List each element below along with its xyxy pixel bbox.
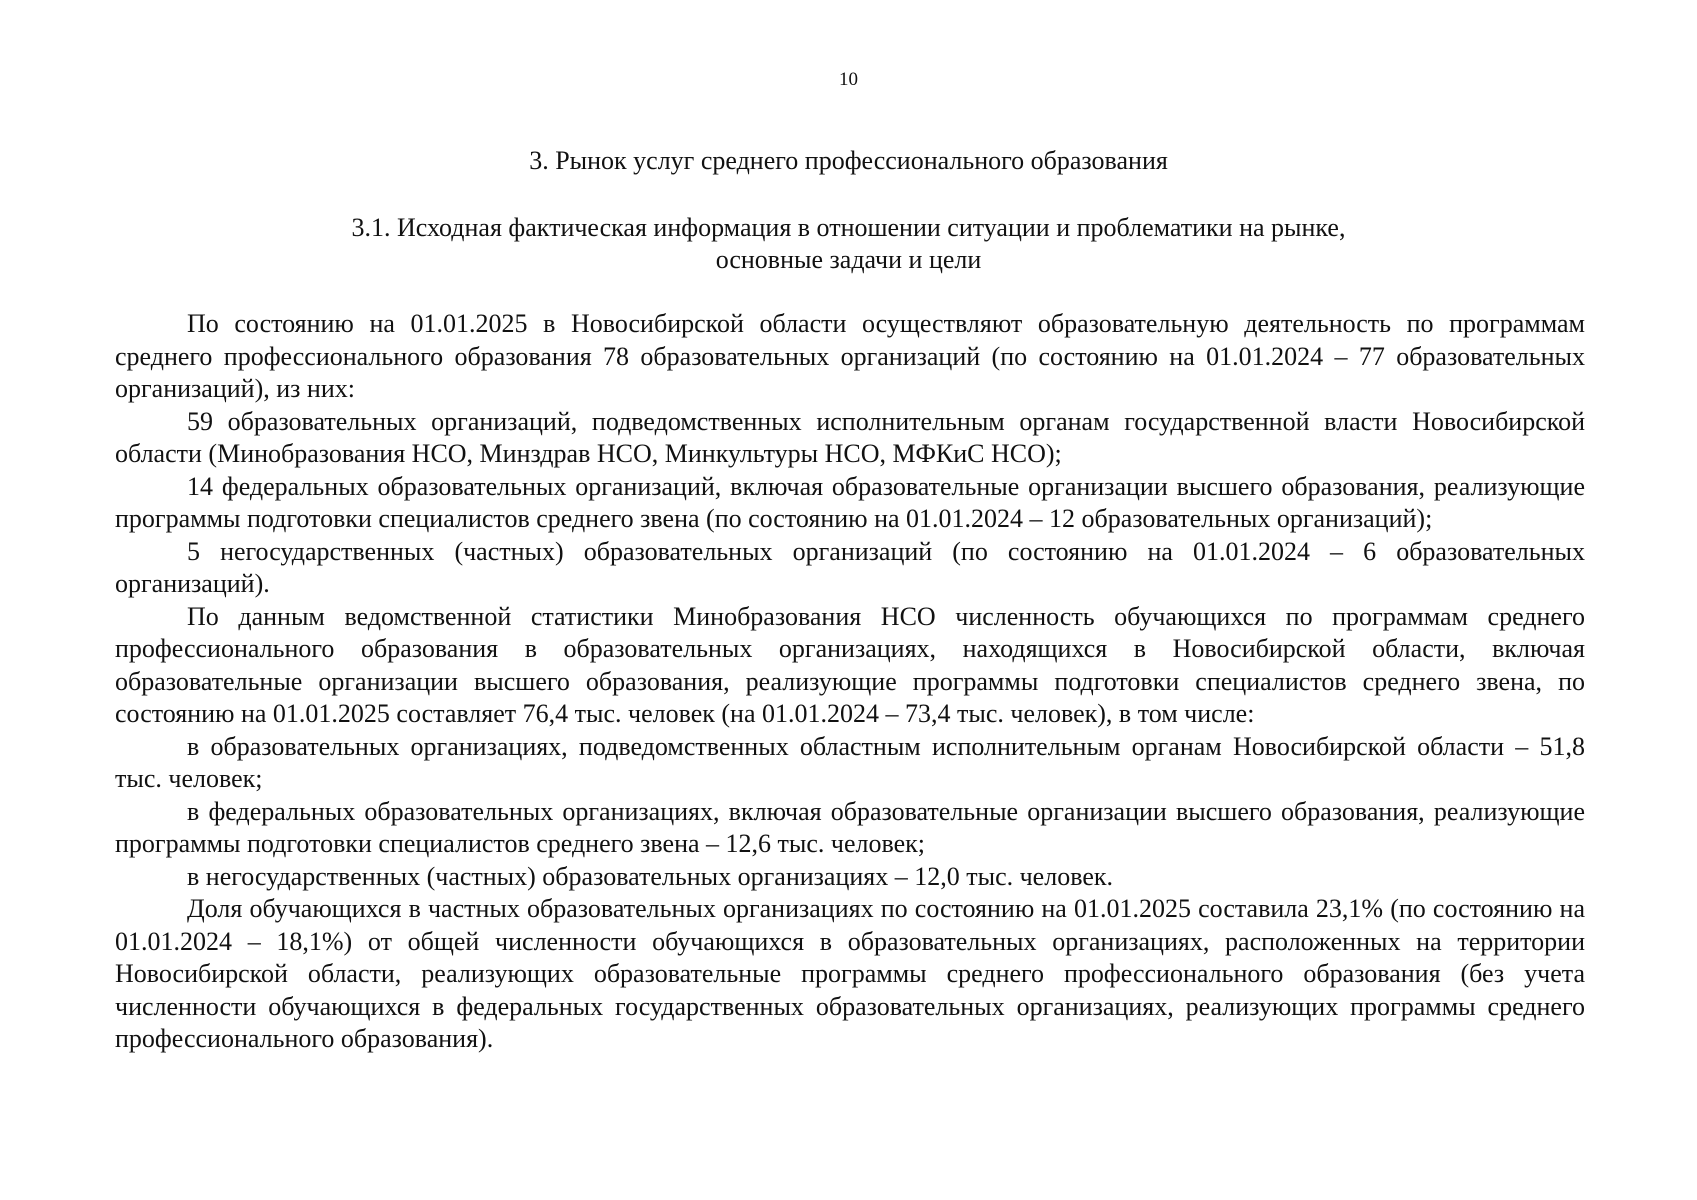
paragraph-students-federal: в федеральных образовательных организациях, включая образовательные организации высшего образования, реализующие программы подготовки специалистов среднего звена – 12,6 тыс. человек; [115,796,1585,858]
subsection-title-line-2: основные задачи и цели [715,245,982,274]
paragraph-private-organizations: 5 негосударственных (частных) образовательных организаций (по состоянию на 01.01.2024 – 6 образовательных организаций). [115,536,1585,598]
paragraph-regional-organizations: 59 образовательных организаций, подведомственных исполнительным органам государственной власти Новосибирской области (Минобразования НСО, Минздрав НСО, Минкультуры НСО, МФКиС НСО); [115,406,1585,468]
paragraph-students-regional: в образовательных организациях, подведомственных областным исполнительным органам Новосибирской области – 51,8 тыс. человек; [115,731,1585,793]
paragraph-federal-organizations: 14 федеральных образовательных организаций, включая образовательные организации высшего образования, реализующие программы подготовки специалистов среднего звена (по состоянию на 01.01.2024 – 12 образовательных организаций); [115,471,1585,533]
page-number: 10 [839,69,858,90]
section-title: 3. Рынок услуг среднего профессионального образования [529,146,1168,175]
paragraph-students-total: По данным ведомственной статистики Минобразования НСО численность обучающихся по программам среднего профессионального образования в образовательных организациях, находящихся в Новосибирской области, включая образовательные организации высшего образования, реализующие программы подготовки специалистов среднего звена, по состоянию на 01.01.2025 составляет 76,4 тыс. человек (на 01.01.2024 – 73,4 тыс. человек), в том числе: [115,601,1585,728]
paragraph-organizations-total: По состоянию на 01.01.2025 в Новосибирской области осуществляют образовательную деятельность по программам среднего профессионального образования 78 образовательных организаций (по состоянию на 01.01.2024 – 77 образовательных организаций), из них: [115,309,1585,403]
paragraph-students-private: в негосударственных (частных) образовательных организациях – 12,0 тыс. человек. [187,861,1113,891]
subsection-title-line-1: 3.1. Исходная фактическая информация в отношении ситуации и проблематики на рынке, [351,213,1346,242]
paragraph-private-share: Доля обучающихся в частных образовательных организациях по состоянию на 01.01.2025 составила 23,1% (по состоянию на 01.01.2024 – 18,1%) от общей численности обучающихся в образовательных организациях, расположенных на территории Новосибирской области, реализующих образовательные программы среднего профессионального образования (без учета численности обучающихся в федеральных государственных образовательных организациях, реализующих программы среднего профессионального образования). [115,894,1585,1053]
body-text [115,308,1585,1056]
subsection-title [200,212,1497,276]
